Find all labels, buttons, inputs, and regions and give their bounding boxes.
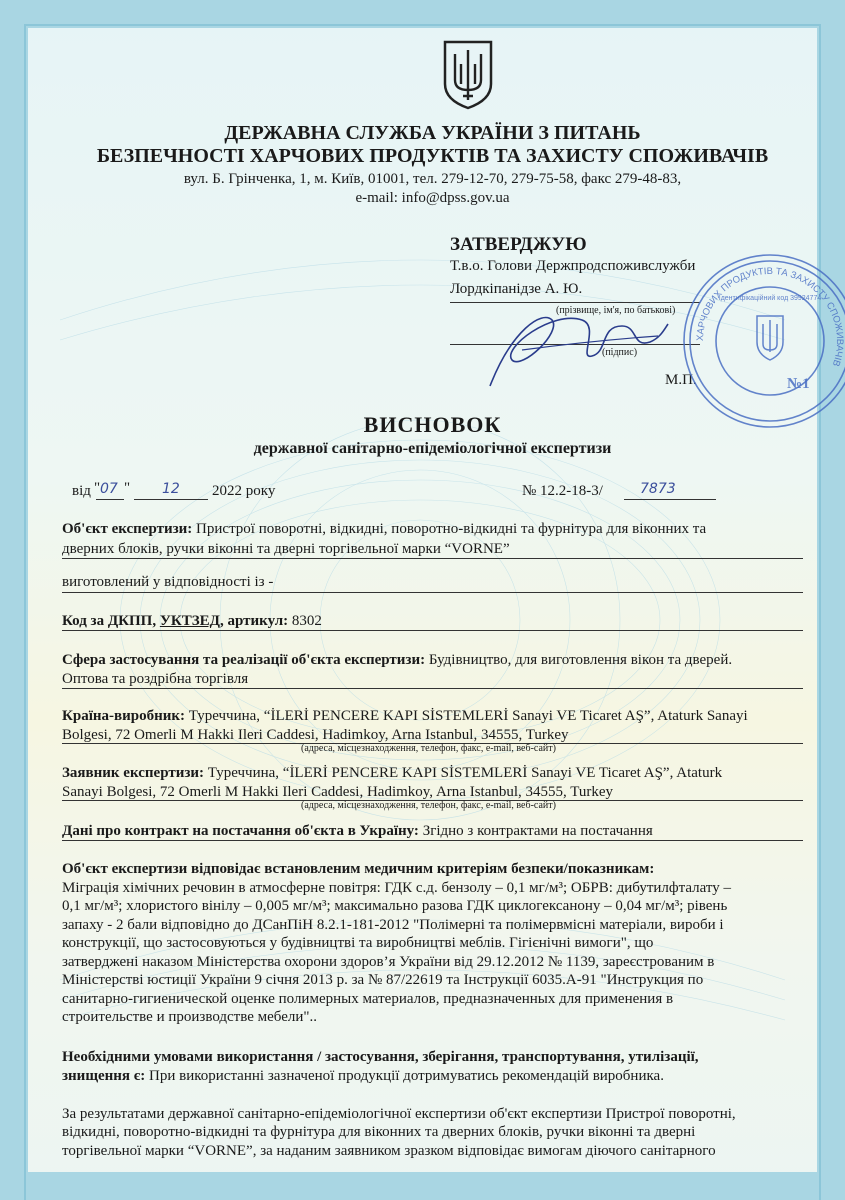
official-round-stamp: [679, 250, 845, 432]
seal-label: М.П.: [665, 372, 697, 388]
criteria-line-7: санитарно-гигиенической оценке полимерных материалов, предназначенных для применения в: [62, 991, 674, 1007]
country-label: Країна-виробник:: [62, 708, 186, 724]
trident-coat-of-arms-icon: [441, 40, 495, 110]
criteria-line-8: строительстве и производстве мебели"..: [62, 1009, 318, 1025]
conditions-label-line1: Необхідними умовами використання / застосування, зберігання, транспортування, утилізації,: [62, 1049, 699, 1065]
applicant-address-caption: (адреса, місцезнаходження, телефон, факс, e-mail, веб-сайт): [301, 800, 556, 811]
document-subtitle: державної санітарно-епідеміологічної експертизи: [253, 440, 612, 457]
agency-name-line2: БЕЗПЕЧНОСТІ ХАРЧОВИХ ПРОДУКТІВ ТА ЗАХИСТУ СПОЖИВАЧІВ: [96, 145, 769, 167]
code-label-part2: УКТЗЕД: [159, 613, 220, 629]
approval-position: Т.в.о. Голови Держпродспоживслужби: [450, 258, 696, 274]
country-line2: Bolgesi, 72 Omerli M Hakki Ileri Caddesi, Hadimkoy, Arna Istanbul, 34555, Turkey: [62, 727, 569, 743]
conclusion-line-3: торгівельної марки “VORNE”, за наданим заявником зразком відповідає вимогам діючого санітарного: [62, 1143, 716, 1159]
applicant-text1: Туреччина, “İLERİ PENCERE KAPI SİSTEMLERİ Sanayi VE Ticaret AŞ”, Ataturk: [204, 765, 723, 781]
contract-text: Згідно з контрактами на постачання: [418, 823, 653, 839]
contract-underline: [62, 840, 803, 841]
country-text1: Туреччина, “İLERİ PENCERE KAPI SİSTEMLERİ Sanayi VE Ticaret AŞ”, Ataturk Sanayi: [185, 708, 748, 724]
scope-line1: [62, 651, 803, 670]
code-label-part1: Код за ДКПП,: [62, 613, 160, 629]
approval-name-caption: (прізвище, ім'я, по батькові): [556, 305, 676, 316]
code-value: 8302: [288, 613, 322, 629]
object-underline: [62, 558, 803, 559]
document-number-handwritten: 7873: [640, 481, 676, 497]
date-month: 12: [162, 481, 180, 497]
agency-name-line1: ДЕРЖАВНА СЛУЖБА УКРАЇНИ З ПИТАНЬ: [224, 122, 641, 144]
criteria-line-3: запаху - 2 бали відповідно до ДСанПіН 8.2.1-181-2012 "Полімерні та полімервмісні матеріали, вироби і: [62, 917, 724, 933]
code-line: [62, 612, 803, 631]
criteria-line-6: Міністерстві юстиції України 9 січня 2013 р. за № 87/22619 та Інструкції 6035.А-91 "Инструкция по: [62, 972, 704, 988]
applicant-line1: [62, 764, 803, 783]
conditions-label-line2: знищення є:: [62, 1068, 146, 1084]
object-label: Об'єкт експертизи:: [62, 521, 193, 537]
applicant-label: Заявник експертизи:: [62, 765, 205, 781]
date-year: 2022 року: [212, 483, 276, 499]
date-day: 07: [100, 481, 118, 497]
conclusion-line-2: відкидні, поворотно-відкидні та фурнітура для віконних та дверних блоків, ручки віконні та дверні: [62, 1124, 696, 1140]
object-text1: Пристрої поворотні, відкидні, поворотно-відкидні та фурнітура для віконних та: [196, 521, 707, 537]
contract-label: Дані про контракт на постачання об'єкта в Україну:: [62, 823, 419, 839]
date-quote-close: ": [124, 480, 131, 496]
country-line1: [62, 707, 803, 726]
date-prefix: від: [72, 483, 91, 499]
object-line1: [62, 520, 803, 539]
date-quote-open: ": [94, 480, 101, 496]
conditions-text: При використанні зазначеної продукції дотримуватись рекомендацій виробника.: [145, 1068, 664, 1084]
agency-email-line: e-mail: info@dpss.gov.ua: [355, 190, 510, 206]
code-label-part3: , артикул:: [220, 613, 289, 629]
applicant-line2: Sanayi Bolgesi, 72 Omerli M Hakki Ileri Caddesi, Hadimkoy, Arna Istanbul, 34555, Turkey: [62, 784, 614, 800]
conclusion-line-1: За результатами державної санітарно-епідеміологічної експертизи об'єкт експертизи Пристрої поворотні,: [62, 1106, 736, 1122]
document-title: ВИСНОВОК: [363, 412, 502, 437]
document-number-line: [624, 499, 716, 500]
criteria-line-1: Міграція хімічних речовин в атмосферне повітря: ГДК с.д. бензолу – 0,1 мг/м³; ОБРВ: дибутилфталату –: [62, 880, 732, 896]
conditions-line2: [62, 1067, 803, 1086]
contract-line: [62, 822, 803, 841]
made-in-accordance-underline: [62, 592, 803, 593]
document-number-prefix: № 12.2-18-3/: [522, 483, 603, 499]
scope-underline: [62, 688, 803, 689]
stamp-number: №1: [787, 376, 810, 392]
scope-text1: Будівництво, для виготовлення вікон та дверей.: [425, 652, 733, 668]
code-underline: [62, 630, 803, 631]
scope-label: Сфера застосування та реалізації об'єкта експертизи:: [62, 652, 426, 668]
approval-signature-caption: (підпис): [602, 347, 638, 358]
stamp-ring-text: ХАРЧОВИХ ПРОДУКТІВ ТА ЗАХИСТУ СПОЖИВАЧІВ: [694, 265, 845, 368]
agency-address-line1: вул. Б. Грінченка, 1, м. Київ, 01001, тел. 279-12-70, 279-75-58, факс 279-48-83,: [183, 171, 682, 187]
criteria-line-5: затверджені наказом Міністерства охорони здоров’я України від 29.12.2012 № 1139, зареєстрованим в: [62, 954, 715, 970]
scope-line2: Оптова та роздрібна торгівля: [62, 671, 249, 687]
made-in-accordance: виготовлений у відповідності із -: [62, 574, 274, 590]
date-day-line: [96, 499, 124, 500]
criteria-label: Об'єкт експертизи відповідає встановленим медичним критеріям безпеки/показникам:: [62, 861, 655, 877]
approval-title: ЗАТВЕРДЖУЮ: [450, 234, 587, 255]
object-line2: дверних блоків, ручки віконні та дверні торгівельної марки “VORNE”: [62, 541, 510, 557]
approval-person: Лордкіпанідзе А. Ю.: [450, 281, 583, 297]
criteria-line-2: 0,1 мг/м³; хлористого вінілу – 0,005 мг/м³; максимально разова ГДК циклогексанону – 0,04 мг/м³; рівень: [62, 898, 728, 914]
country-address-caption: (адреса, місцезнаходження, телефон, факс, e-mail, веб-сайт): [301, 743, 556, 754]
criteria-line-4: конструкції, що застосовуються у будівництві та виробництві меблів. Гігієнічні вимоги", що: [62, 935, 654, 951]
stamp-code-text: Ідентифікаційний код 39924774: [718, 295, 822, 302]
handwritten-signature: [482, 290, 672, 400]
date-month-line: [134, 499, 208, 500]
